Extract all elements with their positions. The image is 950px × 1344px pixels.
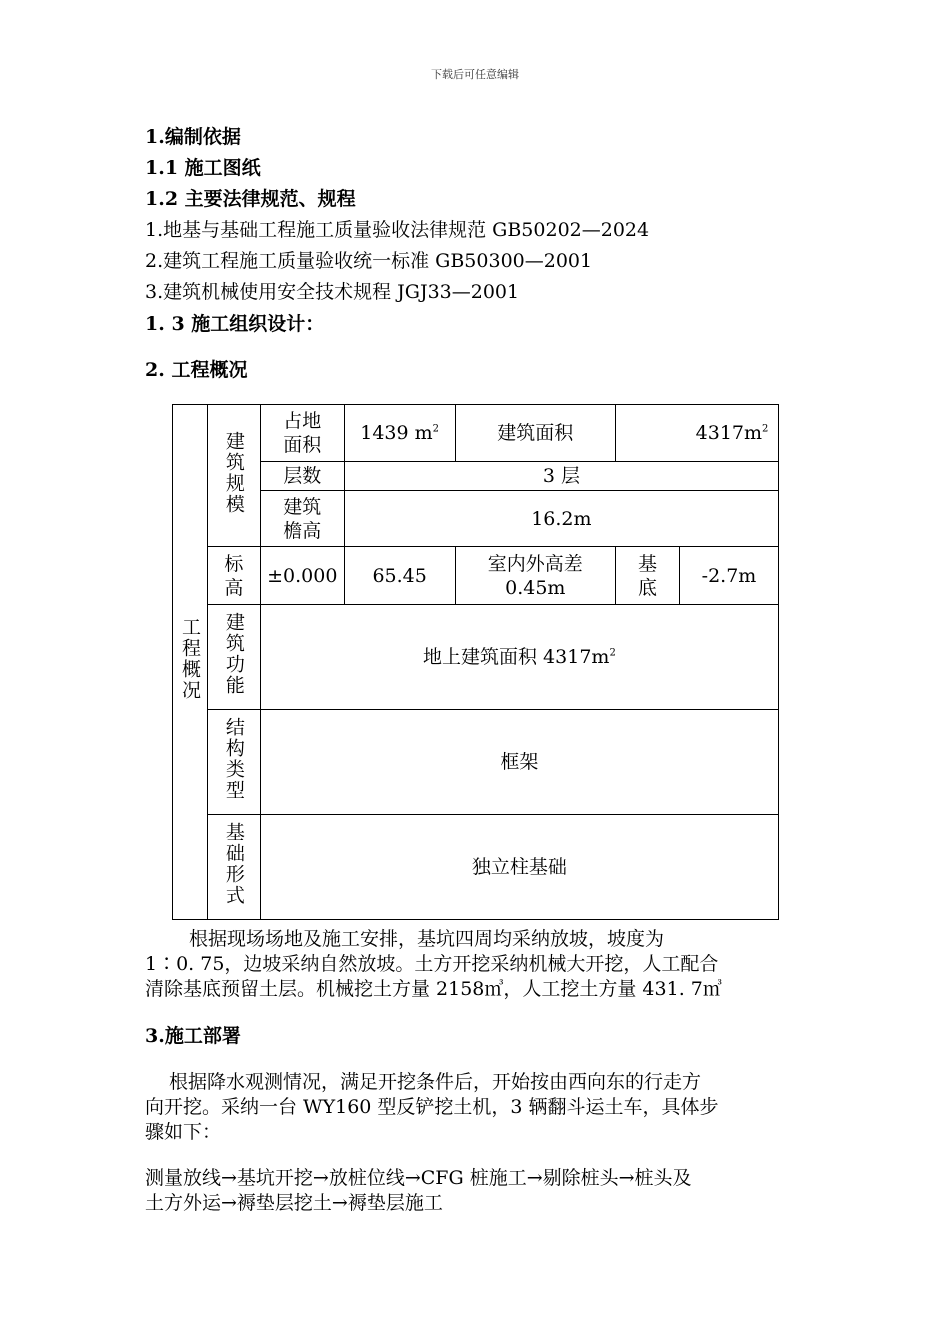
foundation-value: 独立柱基础	[260, 815, 778, 920]
elevation-zero: ±0.000	[260, 547, 344, 605]
eave-label: 建筑檐高	[260, 491, 344, 547]
structure-value: 框架	[260, 710, 778, 815]
land-area-value: 1439 $m^2$	[344, 405, 455, 462]
floors-label: 层数	[260, 462, 344, 491]
heading-1-1: 1.1 施工图纸	[145, 157, 261, 179]
heading-3: 3.施工部署	[145, 1025, 241, 1047]
floors-value: 3 层	[344, 462, 778, 491]
heading-1: 1.编制依据	[145, 126, 241, 148]
elevation-label: 标高	[207, 547, 260, 605]
scale-label-cell: 建筑规模	[207, 405, 260, 547]
overview-label-cell: 工程概况	[173, 405, 208, 920]
process-flow: 测量放线→基坑开挖→放桩位线→CFG 桩施工→剔除桩头→桩头及 土方外运→褥垫层挖土→褥垫层施工	[145, 1167, 692, 1214]
structure-label: 结构类型	[207, 710, 260, 815]
heading-1-2: 1.2 主要法律规范、规程	[145, 188, 356, 210]
elevation-value: 65.45	[344, 547, 455, 605]
heading-1-3: 1. 3 施工组织设计：	[145, 313, 325, 335]
heading-2: 2. 工程概况	[145, 359, 248, 381]
law-item-2: 2.建筑工程施工质量验收统一标准 GB50300—2001	[145, 250, 593, 272]
deployment-paragraph: 根据降水观测情况，满足开挖条件后，开始按由西向东的行走方 向开挖。采纳一台 WY160 型反铲挖土机，3 辆翻斗运土车，具体步 骤如下：	[145, 1071, 719, 1143]
law-item-1: 1.地基与基础工程施工质量验收法律规范 GB50202—2024	[145, 219, 650, 241]
build-area-value: $4317m^2$	[616, 405, 779, 462]
eave-value: 16.2m	[344, 491, 778, 547]
land-area-label: 占地面积	[260, 405, 344, 462]
overview-table	[172, 404, 779, 920]
foundation-label: 基础形式	[207, 815, 260, 920]
base-label: 基底	[616, 547, 680, 605]
slope-paragraph: 根据现场场地及施工安排，基坑四周均采纳放坡，坡度为 1∶0. 75，边坡采纳自然放坡。土方开挖采纳机械大开挖，人工配合 清除基底预留土层。机械挖土方量 2158㎥，人工挖土方量 431. 7㎥	[145, 928, 722, 1000]
page-header: 下载后可任意编辑	[431, 68, 519, 81]
base-value: -2.7m	[680, 547, 779, 605]
build-area-label: 建筑面积	[455, 405, 616, 462]
function-value: 地上建筑面积 $4317m^2$	[260, 605, 778, 710]
law-item-3: 3.建筑机械使用安全技术规程 JGJ33—2001	[145, 281, 520, 303]
function-label: 建筑功能	[207, 605, 260, 710]
height-diff-cell: 室内外高差 0.45m	[455, 547, 616, 605]
